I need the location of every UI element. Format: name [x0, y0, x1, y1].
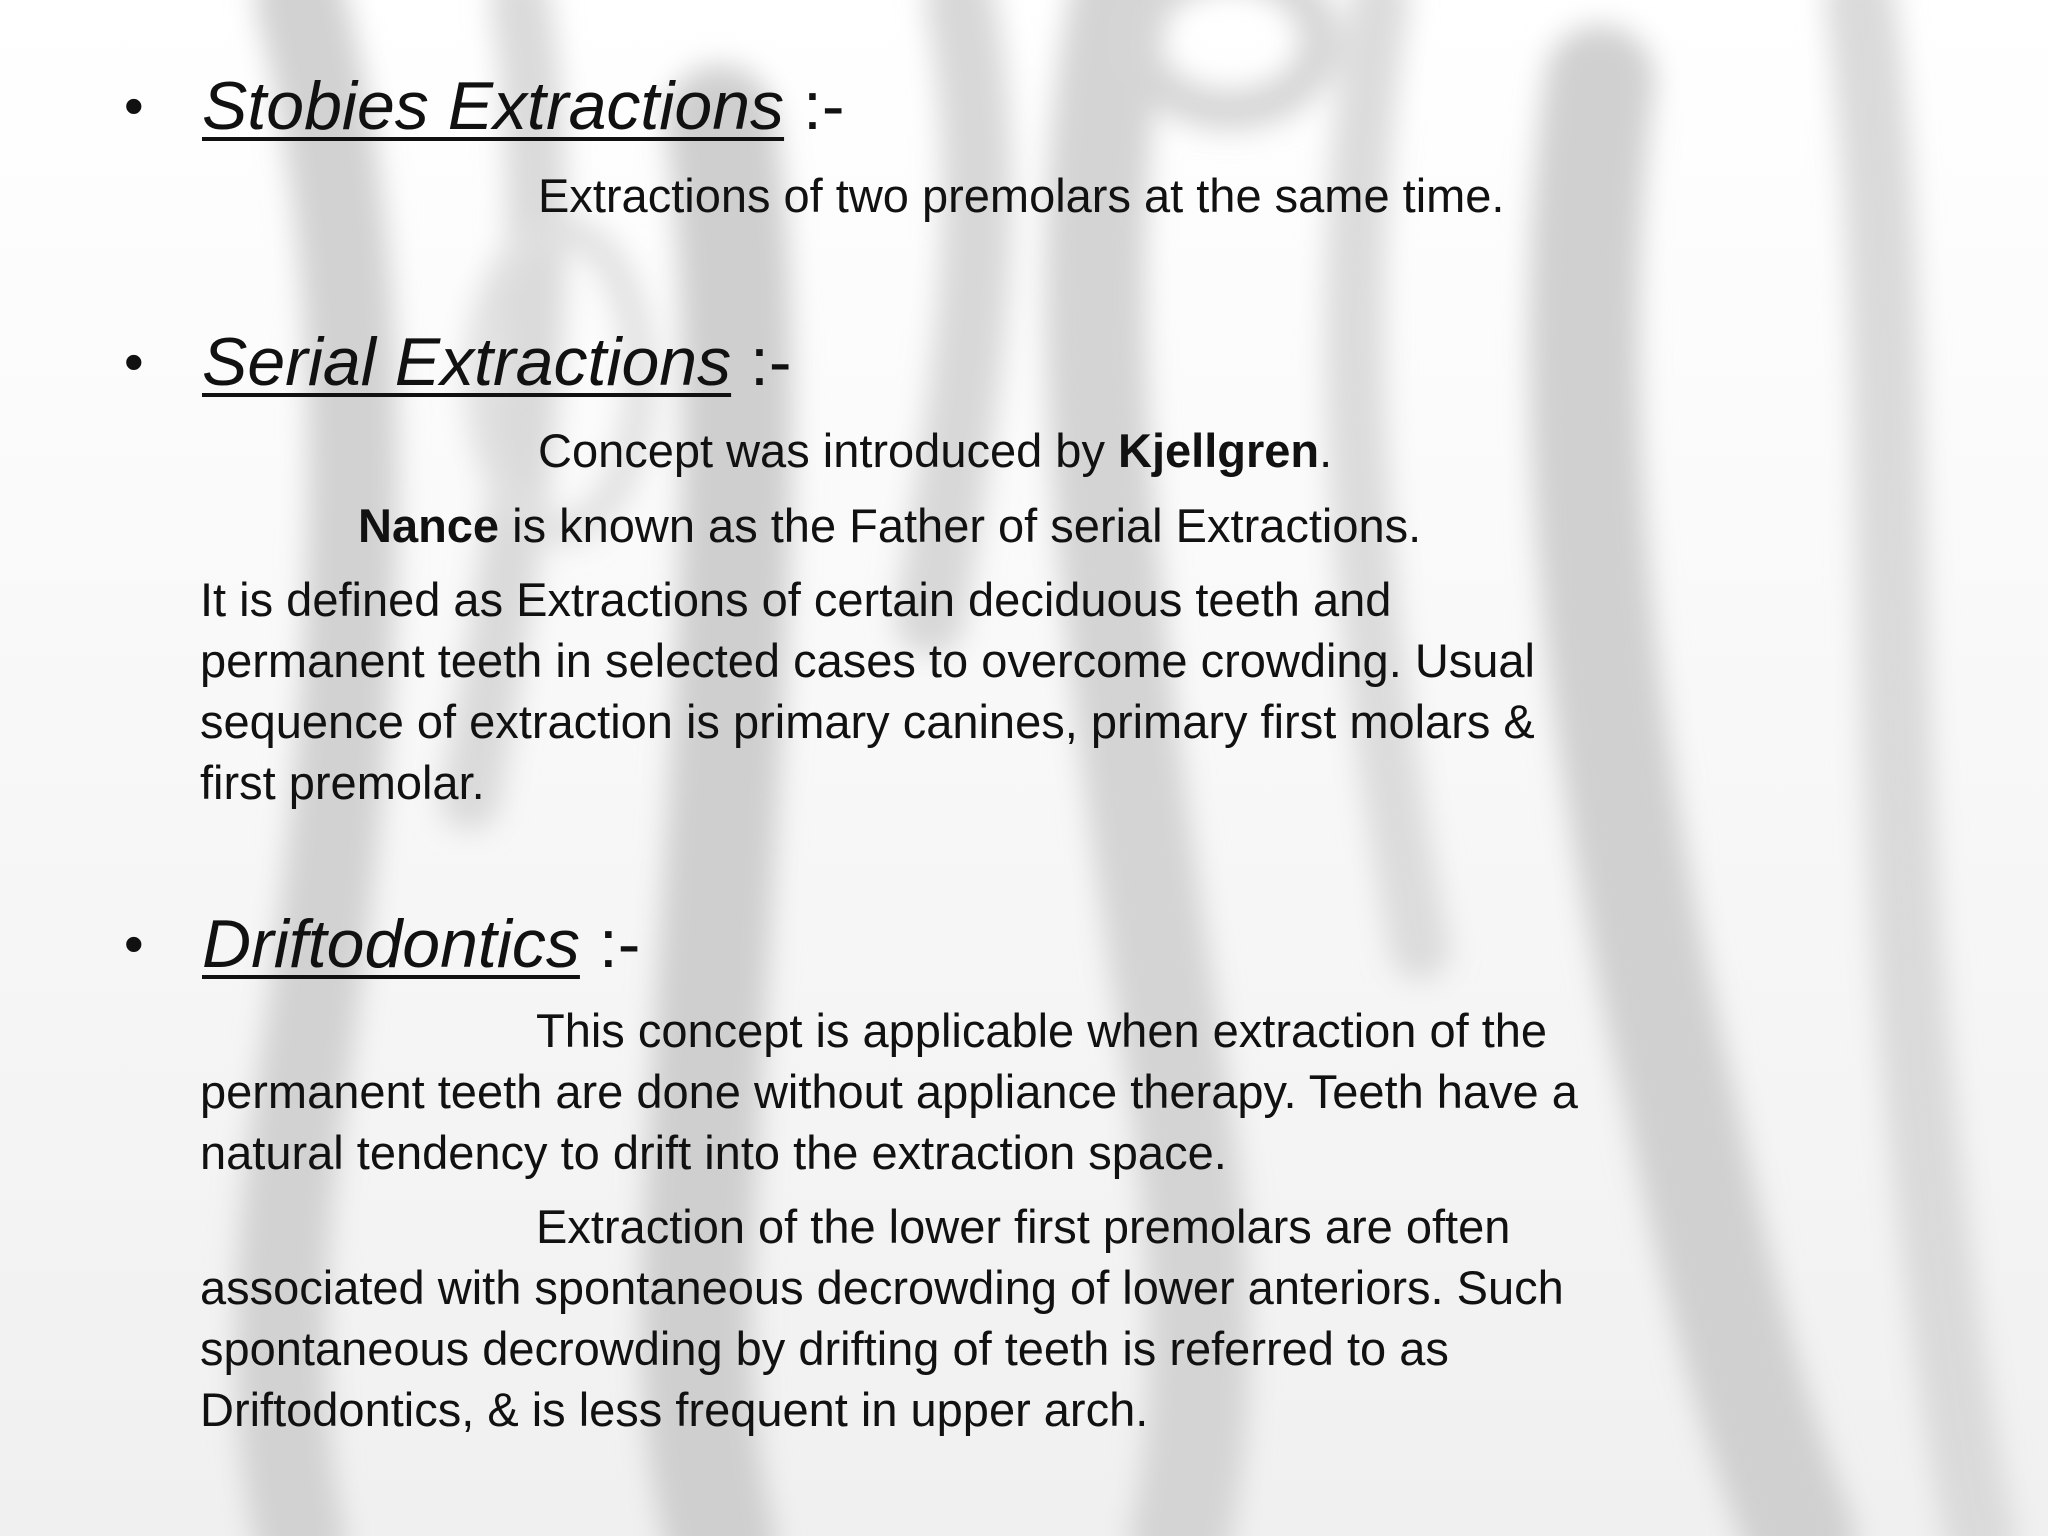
section-suffix: :-	[750, 324, 792, 400]
driftodontics-paragraph-1	[200, 1000, 1578, 1183]
serial-father-line	[358, 495, 1421, 556]
section-title: Stobies Extractions	[202, 68, 785, 144]
section-title: Driftodontics	[202, 906, 580, 982]
bullet-point: •	[124, 912, 144, 975]
paragraph-line: permanent teeth in selected cases to overcome crowding. Usual	[200, 634, 1535, 687]
paragraph-line: associated with spontaneous decrowding of lower anteriors. Such	[200, 1261, 1564, 1314]
paragraph-line: It is defined as Extractions of certain deciduous teeth and	[200, 573, 1392, 626]
paragraph-text: Extraction of the lower first premolars are often	[536, 1200, 1511, 1253]
section-serial-heading	[124, 322, 792, 402]
section-suffix: :-	[598, 906, 641, 982]
serial-definition-paragraph	[200, 569, 1535, 813]
paragraph-line: Driftodontics, & is less frequent in upper arch.	[200, 1383, 1149, 1436]
paragraph-line: permanent teeth are done without appliance therapy. Teeth have a	[200, 1065, 1578, 1118]
section-stobies-heading	[124, 66, 845, 146]
paragraph-line: spontaneous decrowding by drifting of teeth is referred to as	[200, 1322, 1449, 1375]
intro-text: Concept was introduced by	[538, 424, 1118, 477]
section-driftodontics-heading	[124, 904, 640, 984]
paragraph-text: This concept is applicable when extraction of the	[536, 1004, 1548, 1057]
stobies-definition: Extractions of two premolars at the same time.	[538, 169, 1505, 222]
section-suffix: :-	[802, 68, 845, 144]
driftodontics-paragraph-2	[200, 1196, 1564, 1440]
intro-period: .	[1319, 424, 1333, 477]
father-name: Nance	[358, 499, 500, 552]
paragraph-line	[200, 1000, 1578, 1061]
section-title: Serial Extractions	[202, 324, 732, 400]
paragraph-line: sequence of extraction is primary canines, primary first molars &	[200, 695, 1535, 748]
father-text: is known as the Father of serial Extractions.	[499, 499, 1422, 552]
intro-name: Kjellgren	[1118, 424, 1320, 477]
bullet-point: •	[124, 330, 144, 393]
paragraph-line: natural tendency to drift into the extraction space.	[200, 1126, 1227, 1179]
paragraph-line	[200, 1196, 1564, 1257]
serial-intro-line	[538, 420, 1332, 481]
paragraph-line: first premolar.	[200, 756, 485, 809]
bullet-point: •	[124, 74, 144, 137]
